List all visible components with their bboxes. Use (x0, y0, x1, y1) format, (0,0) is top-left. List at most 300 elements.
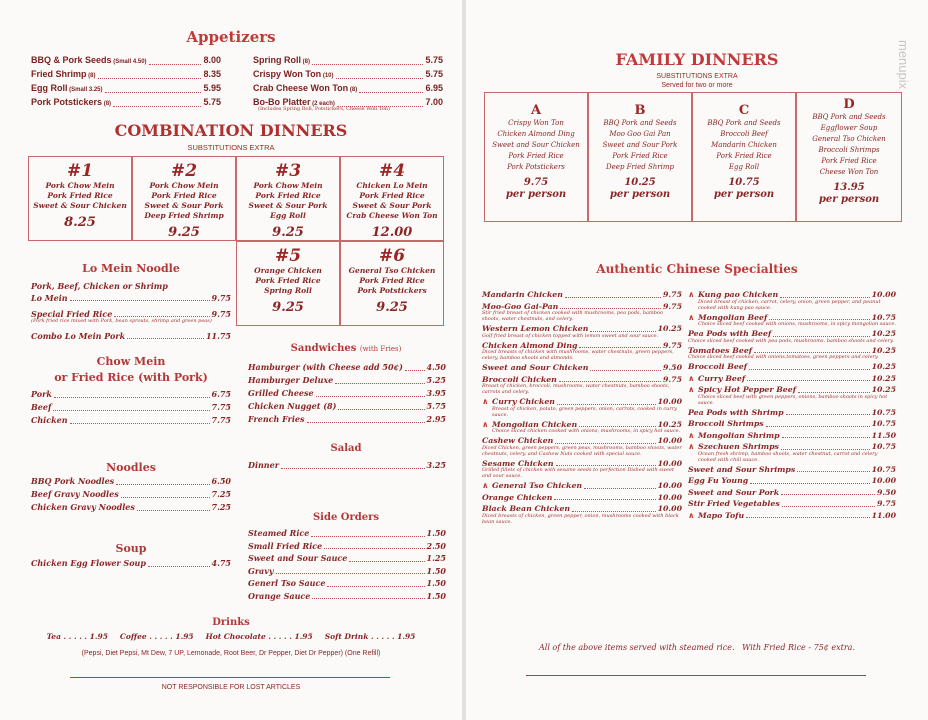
menu-item (688, 487, 896, 499)
item-price: 9.75 (211, 293, 231, 303)
dot-leader (281, 459, 425, 469)
menu-item-row (248, 400, 446, 413)
menu-item (248, 552, 446, 565)
item-name: Egg Roll (Small 3.25) (31, 83, 103, 93)
menu-item (248, 527, 446, 540)
drink-item: Hot Chocolate . . . . . 1.95 (205, 632, 313, 641)
platter-note: (Includes Spring Roll, Potstickers, Cheese Won Ton) (258, 106, 390, 112)
item-size-note: (Small 4.50) (111, 59, 147, 65)
item-name: Sesame Chicken (482, 458, 554, 468)
combo-item: Pork Chow Mein (253, 181, 323, 190)
menu-item-row (688, 464, 896, 476)
combo-price: 8.25 (64, 215, 96, 230)
dot-leader (312, 54, 423, 65)
item-price: 8.00 (203, 55, 221, 65)
combo-item: Pork Potstickers (357, 286, 427, 295)
dot-leader (782, 430, 870, 439)
lomein-subtitle: Pork, Beef, Chicken or Shrimp (31, 281, 168, 291)
item-price: 10.25 (657, 324, 682, 333)
menu-item-row (688, 430, 896, 442)
menu-item (248, 413, 446, 426)
menu-item (688, 289, 896, 311)
dot-leader (105, 82, 202, 93)
dot-leader (766, 418, 870, 427)
item-name: Sweet and Sour Shrimps (688, 464, 796, 474)
dot-leader (554, 492, 655, 501)
dot-leader (579, 419, 655, 428)
item-price: 5.75 (203, 97, 221, 107)
item-price: 7.75 (211, 402, 231, 412)
dot-leader (555, 435, 655, 444)
item-price: 10.25 (871, 345, 896, 355)
family-price-value: 13.95 (833, 182, 865, 193)
item-price: 9.75 (211, 309, 231, 319)
family-item: Sweet and Sour Pork (602, 141, 678, 149)
item-description: Stir fried breast of chicken cooked with mushrooms, pea pods, bamboo shoots, water chestnuts, and celery. (482, 310, 663, 322)
dot-leader (797, 464, 869, 473)
menu-item-row (31, 292, 231, 304)
item-name: Chicken Nugget (8) (248, 401, 337, 411)
menu-item (31, 488, 231, 501)
menu-item (31, 388, 231, 401)
sandwiches-title-text: Sandwiches (290, 343, 357, 354)
item-name: Hamburger (with Cheese add 50¢) (248, 362, 403, 372)
family-item: Pork Fried Rice (821, 157, 877, 165)
combo-item: General Tso Chicken (348, 266, 436, 275)
item-price: 2.95 (426, 414, 446, 424)
dot-leader (98, 68, 202, 79)
menu-item-row (31, 501, 231, 514)
item-name: Generl Tso Sauce (248, 578, 326, 588)
item-description: Ocean fresh shrimp, bamboo shoots, water chestnut, carrot and celery cooked with chili sauce. (698, 450, 878, 463)
item-name: ∧ Curry Beef (688, 372, 746, 383)
hot-pepper-icon: ∧ (688, 441, 695, 451)
combo-box-1 (28, 156, 132, 241)
left-menu-page (0, 0, 462, 720)
item-name: Crab Cheese Won Ton (8) (253, 83, 358, 93)
item-name: Grilled Cheese (248, 388, 314, 398)
item-name: ∧ Spicy Hot Pepper Beef (688, 384, 797, 394)
combo-item: Chicken Lo Mein (356, 181, 428, 190)
family-subtitle (466, 72, 928, 90)
family-per-person: per person (818, 194, 880, 205)
combo-item: Egg Roll (270, 211, 306, 220)
menu-item-row (31, 475, 231, 488)
menu-item (688, 430, 896, 442)
menu-item-row (248, 577, 446, 590)
chowmein-title-line2: or Fried Rice (with Pork) (54, 371, 208, 384)
menu-item (482, 374, 682, 396)
item-name: Broccoli Chicken (482, 374, 557, 384)
combo-item: Pork Chow Mein (149, 181, 219, 190)
item-price: 10.75 (871, 419, 896, 428)
family-item: BBQ Pork and Seeds (812, 113, 886, 121)
family-item: Pork Potstickers (507, 163, 565, 171)
combo-price: 12.00 (371, 225, 413, 240)
item-size-note: (2 each) (310, 101, 335, 107)
family-price (485, 177, 587, 201)
item-description: Breast of chicken, broccoli, mushrooms, water chestnuts, bamboo shoots, carrots and celery. (482, 383, 670, 395)
item-price: 10.00 (657, 492, 682, 502)
combo-item: Orange Chicken (254, 266, 322, 275)
dot-leader (137, 501, 210, 511)
item-description: (Pork fried rice mixed with Pork, bean sprouts, shrimp and green peas) (31, 318, 212, 324)
item-price: 1.50 (426, 528, 446, 538)
item-description: Diced Chicken, green peppers, green peas, mushrooms, bamboo shoots, water chestnuts, celery, and Cashew Nuts cooked with special sauce. (482, 444, 682, 457)
drinks-list (0, 632, 462, 641)
item-price: 9.75 (663, 290, 682, 299)
combo-number: #6 (378, 246, 406, 266)
menu-item (482, 480, 682, 492)
noodles-list (31, 475, 231, 514)
menu-item (688, 475, 896, 487)
item-name: Dinner (248, 460, 279, 470)
menu-item (688, 373, 896, 385)
item-description: Choice sliced beef with green peppers, onions, bamboo shoots in spicy hot sauce. (698, 393, 888, 406)
menu-item-row (31, 488, 231, 501)
menu-item-row (482, 492, 682, 504)
item-size-note: (8) (348, 87, 358, 93)
item-name: Western Lemon Chicken (482, 324, 589, 333)
dot-leader (556, 458, 656, 467)
menu-item-row (248, 361, 446, 374)
family-item: Pork Fried Rice (508, 152, 564, 160)
dot-leader (70, 414, 210, 424)
item-name: ∧ Mongolian Beef (688, 311, 768, 322)
menu-item (248, 361, 446, 374)
combo-price: 9.25 (168, 225, 200, 240)
combo-item: Pork Fried Rice (359, 276, 425, 285)
dot-leader (338, 400, 424, 410)
menu-item-row (31, 54, 221, 68)
menu-item (482, 492, 682, 504)
item-name: Steamed Rice (248, 528, 310, 538)
item-price: 7.25 (211, 489, 231, 499)
family-price-value: 9.75 (523, 177, 549, 188)
menu-item (253, 82, 443, 96)
item-name: Chicken Almond Ding (482, 340, 578, 350)
item-name: Chicken Gravy Noodles (31, 502, 135, 512)
menu-item (248, 565, 446, 578)
item-name: BBQ Pork Noodles (31, 476, 115, 486)
item-name: Lo Mein (31, 293, 68, 303)
item-name: Gravy (248, 565, 274, 576)
footer-rule (70, 677, 390, 678)
combo-box-3 (236, 156, 340, 241)
item-price: 5.95 (203, 83, 221, 93)
family-box-c (692, 92, 796, 222)
lomein-list (31, 292, 231, 342)
family-per-person: per person (505, 189, 567, 200)
item-price: 6.50 (211, 476, 231, 486)
item-price: 10.00 (657, 436, 682, 445)
combo-item: Pork Fried Rice (359, 191, 425, 200)
item-name: Orange Chicken (482, 492, 553, 502)
menu-item (688, 328, 896, 344)
dot-leader (349, 552, 424, 562)
item-price: 3.25 (426, 460, 446, 470)
hot-pepper-icon: ∧ (688, 372, 695, 383)
menu-item (31, 501, 231, 514)
item-name: Broccoli Shrimps (688, 419, 764, 428)
dot-leader (590, 323, 655, 332)
item-price: 10.25 (871, 373, 896, 383)
sides-title: Side Orders (312, 512, 380, 523)
family-item: Broccoli Shrimps (818, 146, 880, 154)
menu-item (253, 68, 443, 82)
combo-item: Pork Fried Rice (47, 191, 113, 200)
family-item: Pork Fried Rice (716, 152, 772, 160)
item-price: 10.25 (871, 385, 896, 394)
item-price: 9.75 (877, 499, 896, 508)
authentic-footer: All of the above items served with steamed rice. With Fried Rice - 75¢ extra. (538, 643, 855, 652)
combination-title: COMBINATION DINNERS (114, 121, 348, 140)
menu-item-row (688, 487, 896, 499)
item-size-note: (10) (321, 73, 334, 79)
item-description: Golf fried breast of chicken topped with lemon sweet and sour sauce. (482, 332, 659, 339)
dot-leader (584, 480, 655, 489)
item-name: Pork (31, 389, 52, 399)
combo-number: #4 (378, 161, 406, 181)
item-name: Hamburger Deluxe (248, 375, 334, 385)
item-name: Sweet and Sour Sauce (248, 553, 348, 563)
item-name: Orange Sauce (248, 590, 311, 601)
family-letter: A (530, 103, 542, 118)
menu-item-row (688, 373, 896, 385)
item-price: 10.00 (871, 290, 896, 299)
menu-item-row (248, 565, 446, 578)
menu-item-row (31, 68, 221, 82)
item-price: 5.75 (425, 55, 443, 65)
family-per-person: per person (609, 189, 671, 200)
family-item: Eggflower Soup (820, 124, 878, 132)
family-item: Sweet and Sour Chicken (492, 141, 580, 149)
drinks-soda-list: (Pepsi, Diet Pepsi, Mt Dew, 7 UP, Lemonade, Root Beer, Dr Pepper, Diet Dr Pepper) (One Refill) (81, 650, 381, 657)
dot-leader (121, 488, 210, 498)
combo-box-6 (340, 241, 444, 326)
drink-item: Coffee . . . . . 1.95 (119, 632, 194, 641)
menu-item (31, 54, 221, 68)
item-name: Crispy Won Ton (10) (253, 69, 334, 79)
right-footer-rule (526, 675, 866, 676)
item-price: 5.25 (426, 375, 446, 385)
menu-item-row (31, 401, 231, 414)
family-box-d (796, 92, 902, 222)
menu-item-row (248, 387, 446, 400)
dot-leader (316, 387, 425, 397)
item-price: 6.95 (425, 83, 443, 93)
dot-leader (579, 340, 661, 349)
item-price: 10.75 (871, 312, 896, 322)
item-name: Pork Potstickers (8) (31, 97, 112, 107)
dot-leader (148, 557, 210, 567)
dot-leader (590, 362, 661, 371)
family-letter: D (843, 97, 855, 112)
menu-item-row (253, 54, 443, 68)
item-price: 10.00 (657, 481, 682, 490)
family-item: Moo Goo Gai Pan (609, 130, 671, 138)
menu-item-row (248, 413, 446, 426)
lost-articles-note: NOT RESPONSIBLE FOR LOST ARTICLES (161, 684, 301, 691)
watermark: menupix (896, 40, 911, 90)
dot-leader (327, 577, 424, 587)
menu-item-row (253, 82, 443, 96)
hot-pepper-icon: ∧ (482, 396, 489, 406)
item-description: Choice sliced beef cooked with onions, mushrooms, in spicy mongolian sauce. (698, 321, 896, 327)
item-name: ∧ Mongolian Chicken (482, 418, 578, 429)
dot-leader (572, 503, 656, 512)
combo-price: 9.25 (376, 300, 408, 315)
item-name: Mandarin Chicken (482, 290, 563, 299)
menu-item (248, 374, 446, 387)
item-name: Combo Lo Mein Pork (31, 331, 126, 341)
combo-price: 9.25 (272, 300, 304, 315)
menu-item (688, 498, 896, 510)
menu-item (31, 414, 231, 427)
dot-leader (769, 312, 869, 321)
item-description: Choice sliced chicken cooked with onions, mushrooms, in spicy hot sauce. (492, 428, 681, 434)
combo-number: #1 (66, 161, 94, 181)
item-price: 5.75 (426, 401, 446, 411)
item-name: Chicken Egg Flower Soup (31, 558, 146, 568)
item-description: Diced breasts of chicken, green pepper, onion, mushrooms cooked with black bean sauce. (482, 512, 679, 525)
dot-leader (773, 328, 869, 337)
hot-pepper-icon: ∧ (688, 384, 695, 394)
dot-leader (276, 565, 425, 575)
item-price: 7.25 (211, 502, 231, 512)
combo-number: #2 (170, 161, 198, 181)
item-name: Pea Pods with Beef (688, 329, 772, 338)
item-price: 1.50 (426, 578, 446, 588)
menu-item (482, 419, 682, 435)
item-price: 1.50 (426, 565, 446, 576)
soup-title: Soup (115, 542, 147, 555)
dot-leader (113, 96, 201, 107)
menu-item-row (31, 82, 221, 96)
dot-leader (405, 361, 425, 371)
combo-item: Deep Fried Shrimp (144, 211, 224, 220)
family-box-b (588, 92, 692, 222)
item-price: 1.50 (426, 590, 446, 601)
family-box-a (484, 92, 588, 222)
item-price: 10.75 (871, 442, 896, 451)
menu-item-row (482, 480, 682, 492)
item-price: 10.00 (657, 458, 682, 468)
item-description: Diced breasts of chicken with mushrooms, water chestnuts, green peppers, celery, bamboo shoots and almonds. (482, 349, 674, 361)
dot-leader (560, 301, 661, 310)
appetizers-title: Appetizers (186, 28, 276, 46)
salad-list (248, 459, 446, 472)
item-name: Stir Fried Vegetables (688, 499, 780, 508)
item-name: ∧ Szechuen Shrimps (688, 441, 779, 451)
combo-box-2 (132, 156, 236, 241)
family-item: General Tso Chicken (812, 135, 886, 143)
item-price: 4.50 (426, 362, 446, 372)
sandwiches-list (248, 361, 446, 426)
combo-item: Spring Roll (264, 286, 312, 295)
menu-item-row (482, 362, 682, 374)
item-name: Small Fried Rice (248, 540, 323, 551)
right-menu-page (466, 0, 928, 720)
menu-item (482, 289, 682, 301)
item-price: 10.25 (657, 419, 682, 429)
combo-item: Sweet & Sour Pork (352, 201, 432, 210)
drinks-title: Drinks (212, 617, 250, 628)
menu-item (482, 362, 682, 374)
dot-leader (781, 487, 875, 496)
item-size-note: (8) (86, 73, 96, 79)
item-price: 1.25 (426, 553, 446, 563)
family-item: Mandarin Chicken (711, 141, 777, 149)
family-item: Broccoli Beef (720, 130, 768, 138)
menu-item (482, 458, 682, 480)
menu-item (253, 54, 443, 68)
sides-list (248, 527, 446, 602)
item-name: ∧ Curry Chicken (482, 396, 555, 406)
menu-item (31, 475, 231, 488)
combination-subtitle: SUBSTITUTIONS EXTRA (187, 143, 275, 152)
dot-leader (746, 510, 869, 519)
hot-pepper-icon: ∧ (688, 509, 695, 520)
authentic-title: Authentic Chinese Specialties (596, 262, 798, 276)
hot-pepper-icon: ∧ (688, 429, 695, 440)
combo-item: Pork Chow Mein (45, 181, 115, 190)
soup-list (31, 557, 231, 570)
item-name: Moo-Goo Gai-Pan (482, 301, 559, 311)
lomein-title: Lo Mein Noodle (82, 262, 180, 275)
dot-leader (336, 68, 424, 79)
combo-number: #3 (274, 161, 302, 181)
menu-item (31, 96, 221, 110)
combo-number: #5 (274, 246, 302, 266)
dot-leader (312, 590, 424, 600)
dot-leader (127, 330, 204, 339)
item-name: Broccoli Beef (688, 362, 748, 371)
sandwiches-title (248, 343, 444, 354)
drink-item: Tea . . . . . 1.95 (46, 632, 108, 641)
item-price: 10.00 (657, 397, 682, 406)
family-subtitle-line2: Served for two or more (661, 82, 733, 89)
menu-item (688, 312, 896, 328)
menu-item (482, 323, 682, 339)
menu-item (31, 82, 221, 96)
dot-leader (750, 475, 869, 484)
dot-leader (307, 413, 425, 423)
menu-item (482, 396, 682, 418)
family-item: Crispy Won Ton (508, 119, 564, 127)
menu-item-row (248, 527, 446, 540)
menu-item (31, 330, 231, 342)
item-description: Grilled fillets of chicken with sesame seeds to perfection Dished with sweet and sour sauce. (482, 467, 674, 479)
dot-leader (53, 401, 209, 411)
menu-item-row (482, 289, 682, 301)
dot-leader (781, 441, 870, 450)
menu-item (482, 301, 682, 323)
dot-leader (559, 374, 661, 383)
item-price: 11.75 (205, 331, 231, 341)
hot-pepper-icon: ∧ (482, 480, 489, 490)
item-description: Choice sliced beef cooked with onions,tomatoes, green peppers and celery. (688, 354, 879, 360)
item-name: Spring Roll (8) (253, 55, 310, 65)
combo-item: Sweet & Sour Pork (144, 201, 224, 210)
menu-item-row (248, 552, 446, 565)
dot-leader (114, 308, 209, 317)
menu-item-row (31, 96, 221, 110)
item-price: 10.00 (871, 476, 896, 485)
item-name: ∧ Kung pao Chicken (688, 289, 779, 299)
combo-box-4 (340, 156, 444, 241)
menu-item (248, 577, 446, 590)
